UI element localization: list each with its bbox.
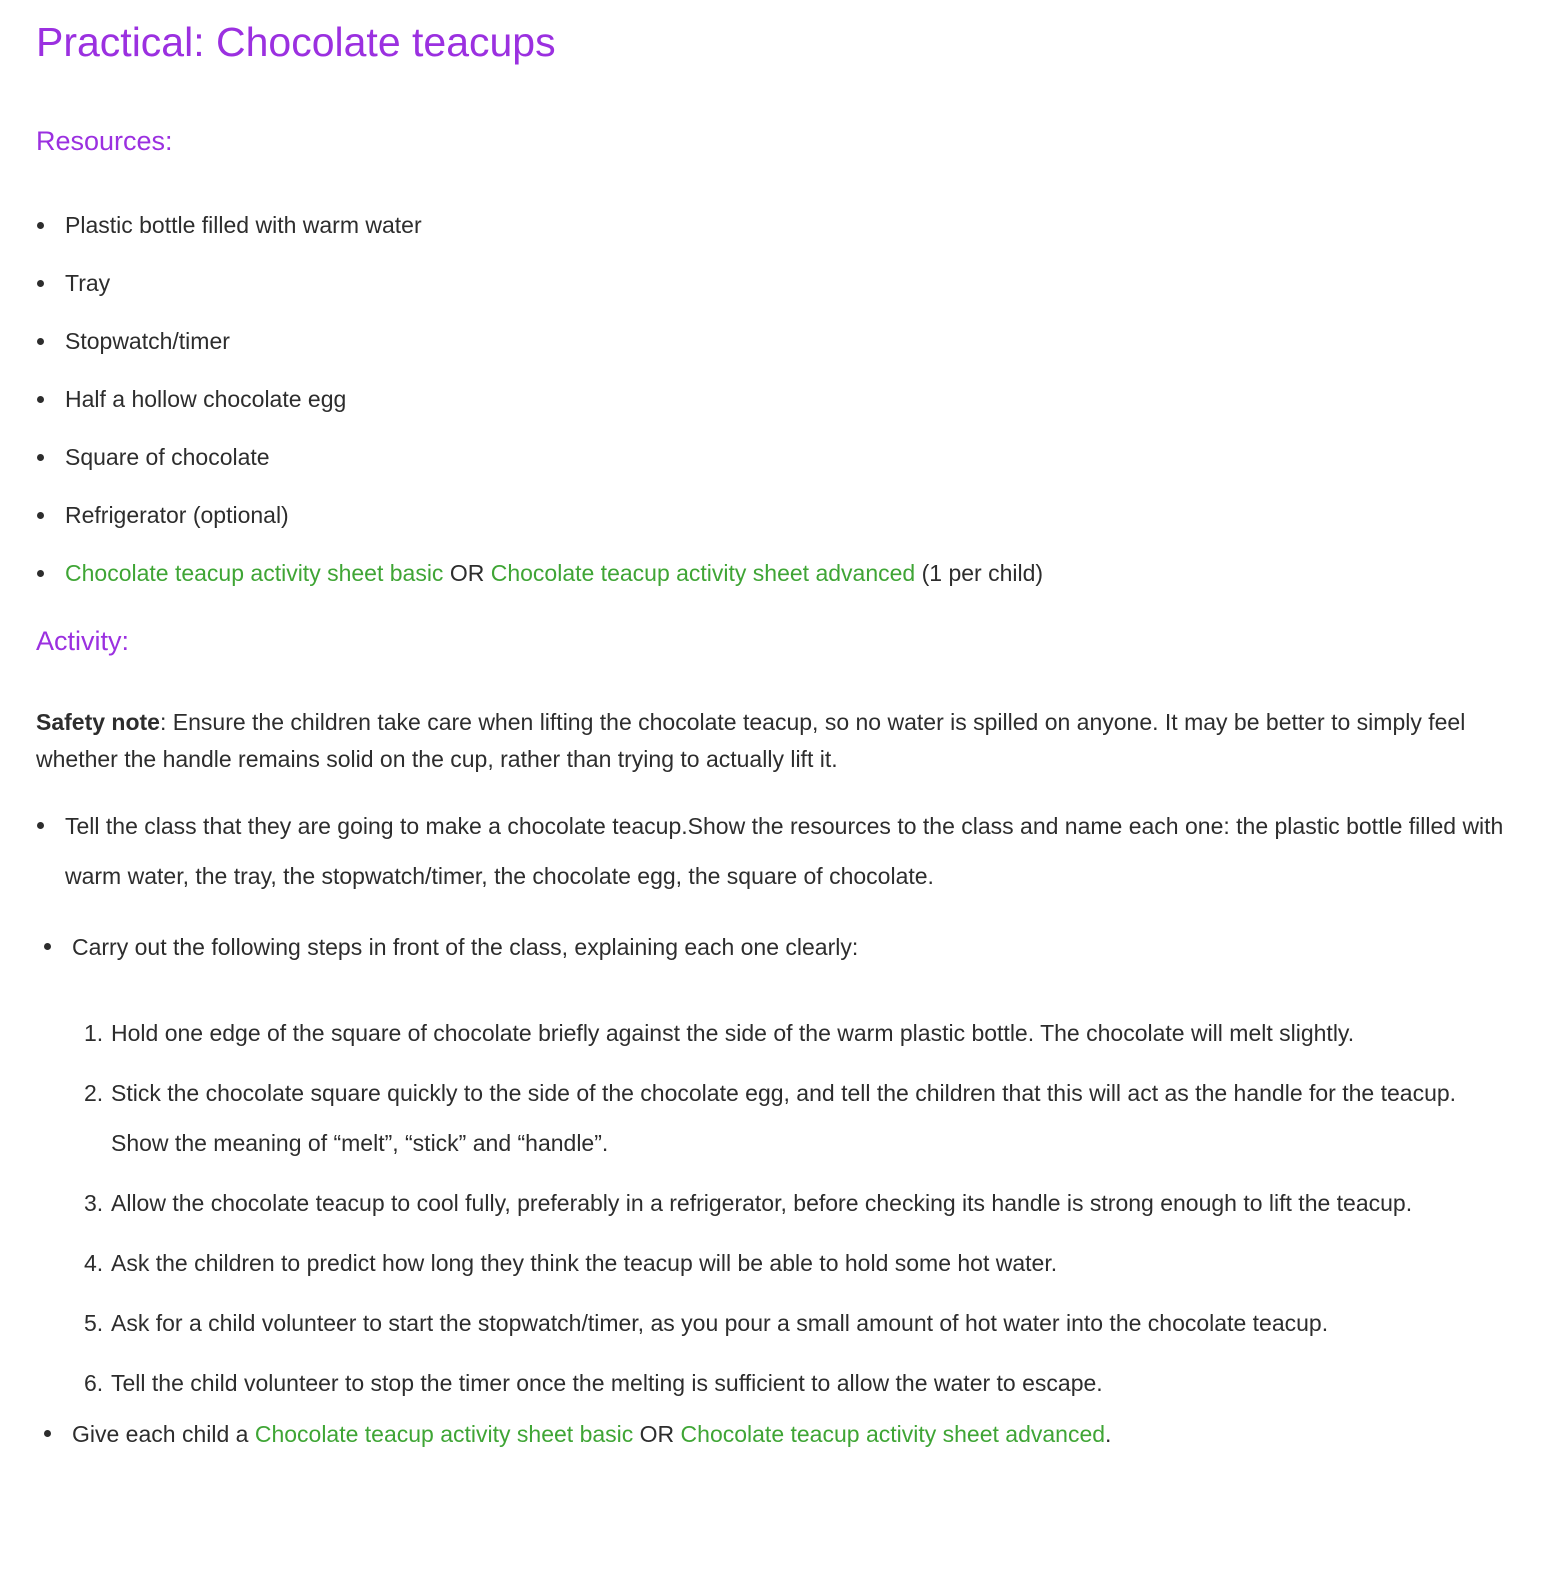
list-item: Plastic bottle filled with warm water [36,210,1516,240]
step-text: Ask the children to predict how long they think the teacup will be able to hold some hot water. [111,1250,1058,1276]
safety-note-text: : Ensure the children take care when lifting the chocolate teacup, so no water is spilled on anyone. It may be better to simply feel whether the handle remains solid on the cup, rather than trying to actually lift it. [36,709,1466,772]
list-item: Refrigerator (optional) [36,500,1516,530]
list-item: Half a hollow chocolate egg [36,384,1516,414]
step-number: 6. [84,1370,104,1396]
or-text: OR [443,560,491,586]
final-bullet-prefix: Give each child a [72,1421,255,1447]
per-child-text: (1 per child) [915,560,1044,586]
step-text: Ask for a child volunteer to start the stopwatch/timer, as you pour a small amount of hot water into the chocolate teacup. [111,1310,1329,1336]
step-item [36,1178,1491,1228]
safety-note [36,704,1476,778]
list-item: Stopwatch/timer [36,326,1516,356]
step-text: Stick the chocolate square quickly to the side of the chocolate egg, and tell the children that this will act as the handle for the teacup. Show the meaning of “melt”, “stick” and “handle”. [111,1080,1457,1156]
step-item [36,1358,1491,1408]
page-title: Practical: Chocolate teacups [36,19,556,65]
intro-bullet: Tell the class that they are going to make a chocolate teacup.Show the resources to the class and name each one: the plastic bottle filled with warm water, the tray, the stopwatch/timer, the chocolate egg, the square of chocolate. [36,801,1505,901]
step-number: 3. [84,1190,104,1216]
final-activity-sheet-basic-link[interactable]: Chocolate teacup activity sheet basic [254,1421,634,1447]
final-or-text: OR [633,1421,681,1447]
activity-heading: Activity: [36,626,130,656]
resources-heading: Resources: [36,126,173,156]
activity-sheet-advanced-link[interactable]: Chocolate teacup activity sheet advanced [490,560,916,586]
step-item [36,1068,1491,1168]
step-text: Tell the child volunteer to stop the timer once the melting is sufficient to allow the water to escape. [111,1370,1103,1396]
activity-list [36,801,1516,963]
list-item-activity-sheets [36,558,1516,588]
step-text: Allow the chocolate teacup to cool fully, preferably in a refrigerator, before checking its handle is strong enough to lift the teacup. [111,1190,1413,1216]
steps-bullet-text: Carry out the following steps in front of the class, explaining each one clearly: [72,934,859,960]
step-number: 5. [84,1310,104,1336]
list-item: Tray [36,268,1516,298]
activity-sheet-basic-link[interactable]: Chocolate teacup activity sheet basic [65,560,444,586]
final-bullet [36,1418,1516,1450]
step-number: 2. [84,1080,104,1106]
steps-bullet [36,931,1516,963]
step-item [36,1238,1491,1288]
step-item [36,1298,1491,1348]
steps-list [36,1008,1516,1408]
list-item: Square of chocolate [36,442,1516,472]
safety-note-label: Safety note [36,709,160,735]
step-number: 4. [84,1250,104,1276]
step-number: 1. [84,1020,104,1046]
step-text: Hold one edge of the square of chocolate briefly against the side of the warm plastic bottle. The chocolate will melt slightly. [111,1020,1355,1046]
final-activity-sheet-advanced-link[interactable]: Chocolate teacup activity sheet advanced [680,1421,1106,1447]
activity-list-final [36,1418,1516,1450]
resources-list [36,210,1516,588]
final-bullet-suffix: . [1105,1421,1112,1447]
step-item [36,1008,1491,1058]
